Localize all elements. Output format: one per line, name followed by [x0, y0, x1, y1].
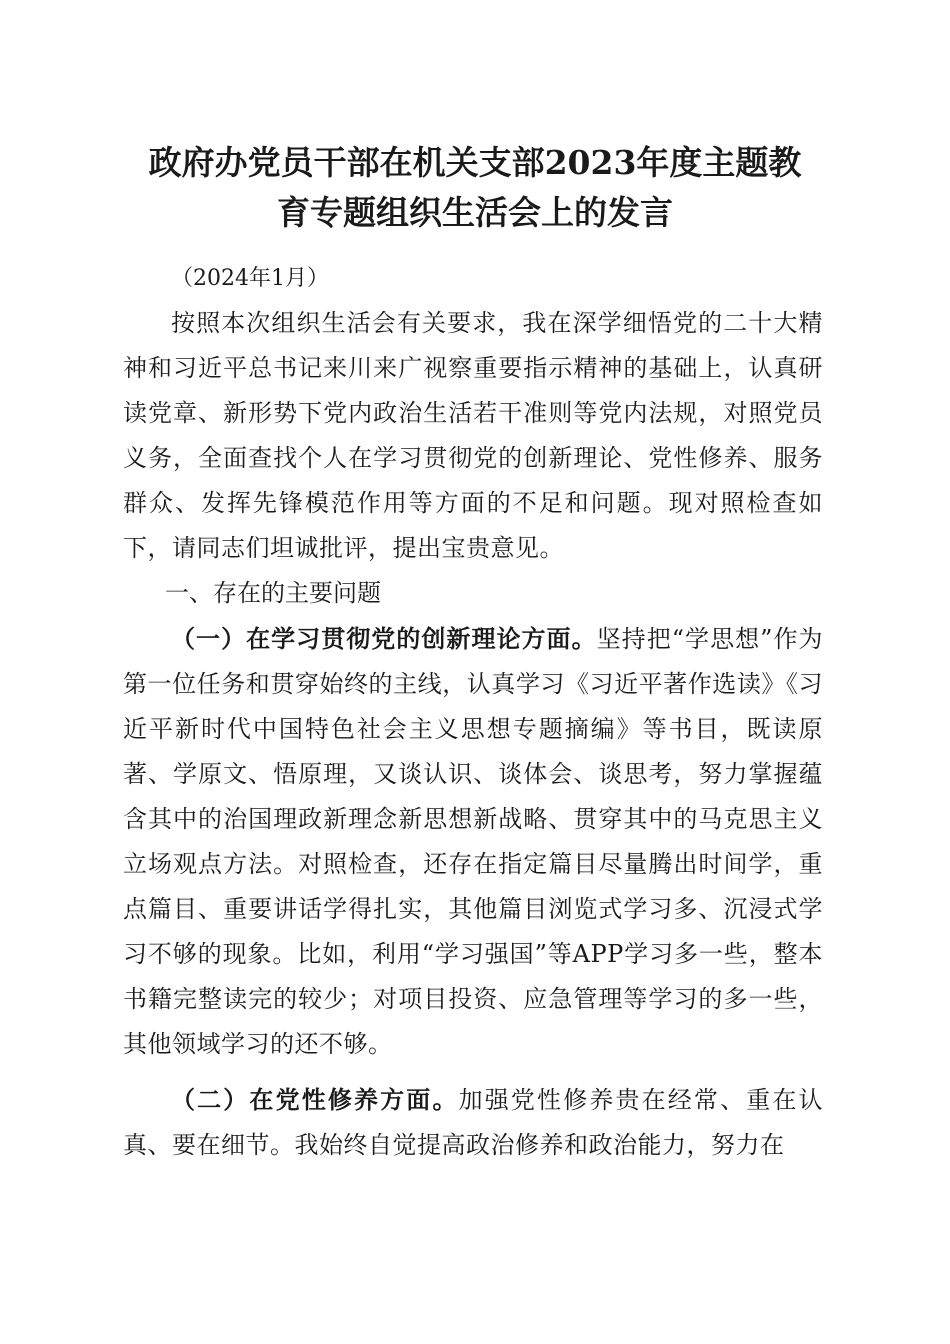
item-2-lead: （二）在党性修养方面。: [171, 1085, 459, 1114]
document-date: （2024年1月）: [171, 266, 329, 291]
item-1-lead: （一）在学习贯彻党的创新理论方面。: [171, 624, 597, 653]
document-body: [123, 256, 823, 1168]
intro-paragraph: 按照本次组织生活会有关要求，我在深学细悟党的二十大精神和习近平总书记来川来广视察重要指示精神的基础上，认真研读党章、新形势下党内政治生活若干准则等党内法规，对照党员义务，全面查找个人在学习贯彻党的创新理论、党性修养、服务群众、发挥先锋模范作用等方面的不足和问题。现对照检查如下，请同志们坦诚批评，提出宝贵意见。: [123, 309, 823, 562]
document-title: [110, 138, 840, 238]
title-line-1: 政府办党员干部在机关支部2023年度主题教: [148, 143, 802, 182]
section-heading-problems: 一、存在的主要问题: [165, 579, 381, 607]
item-2-body: 加强党性修养贵在经常、重在认真、要在细节。我始终自觉提高政治修养和政治能力，努力在: [123, 1086, 824, 1159]
item-2-paragraph: [123, 1077, 823, 1168]
item-1-body: 坚持把“学思想”作为第一位任务和贯穿始终的主线，认真学习《习近平著作选读》《习近平新时代中国特色社会主义思想专题摘编》等书目，既读原著、学原文、悟原理，又谈认识、谈体会、谈思考，努力掌握蕴含其中的治国理政新理念新思想新战略、贯穿其中的马克思主义立场观点方法。对照检查，还存在指定篇目尽量腾出时间学，重点篇目、重要讲话学得扎实，其他篇目浏览式学习多、沉浸式学习不够的现象。比如，利用“学习强国”等APP学习多一些，整本书籍完整读完的较少；对项目投资、应急管理等学习的多一些，其他领域学习的还不够。: [123, 625, 823, 1058]
title-line-2: 育专题组织生活会上的发言: [277, 193, 673, 232]
item-1-paragraph: [123, 616, 823, 1067]
